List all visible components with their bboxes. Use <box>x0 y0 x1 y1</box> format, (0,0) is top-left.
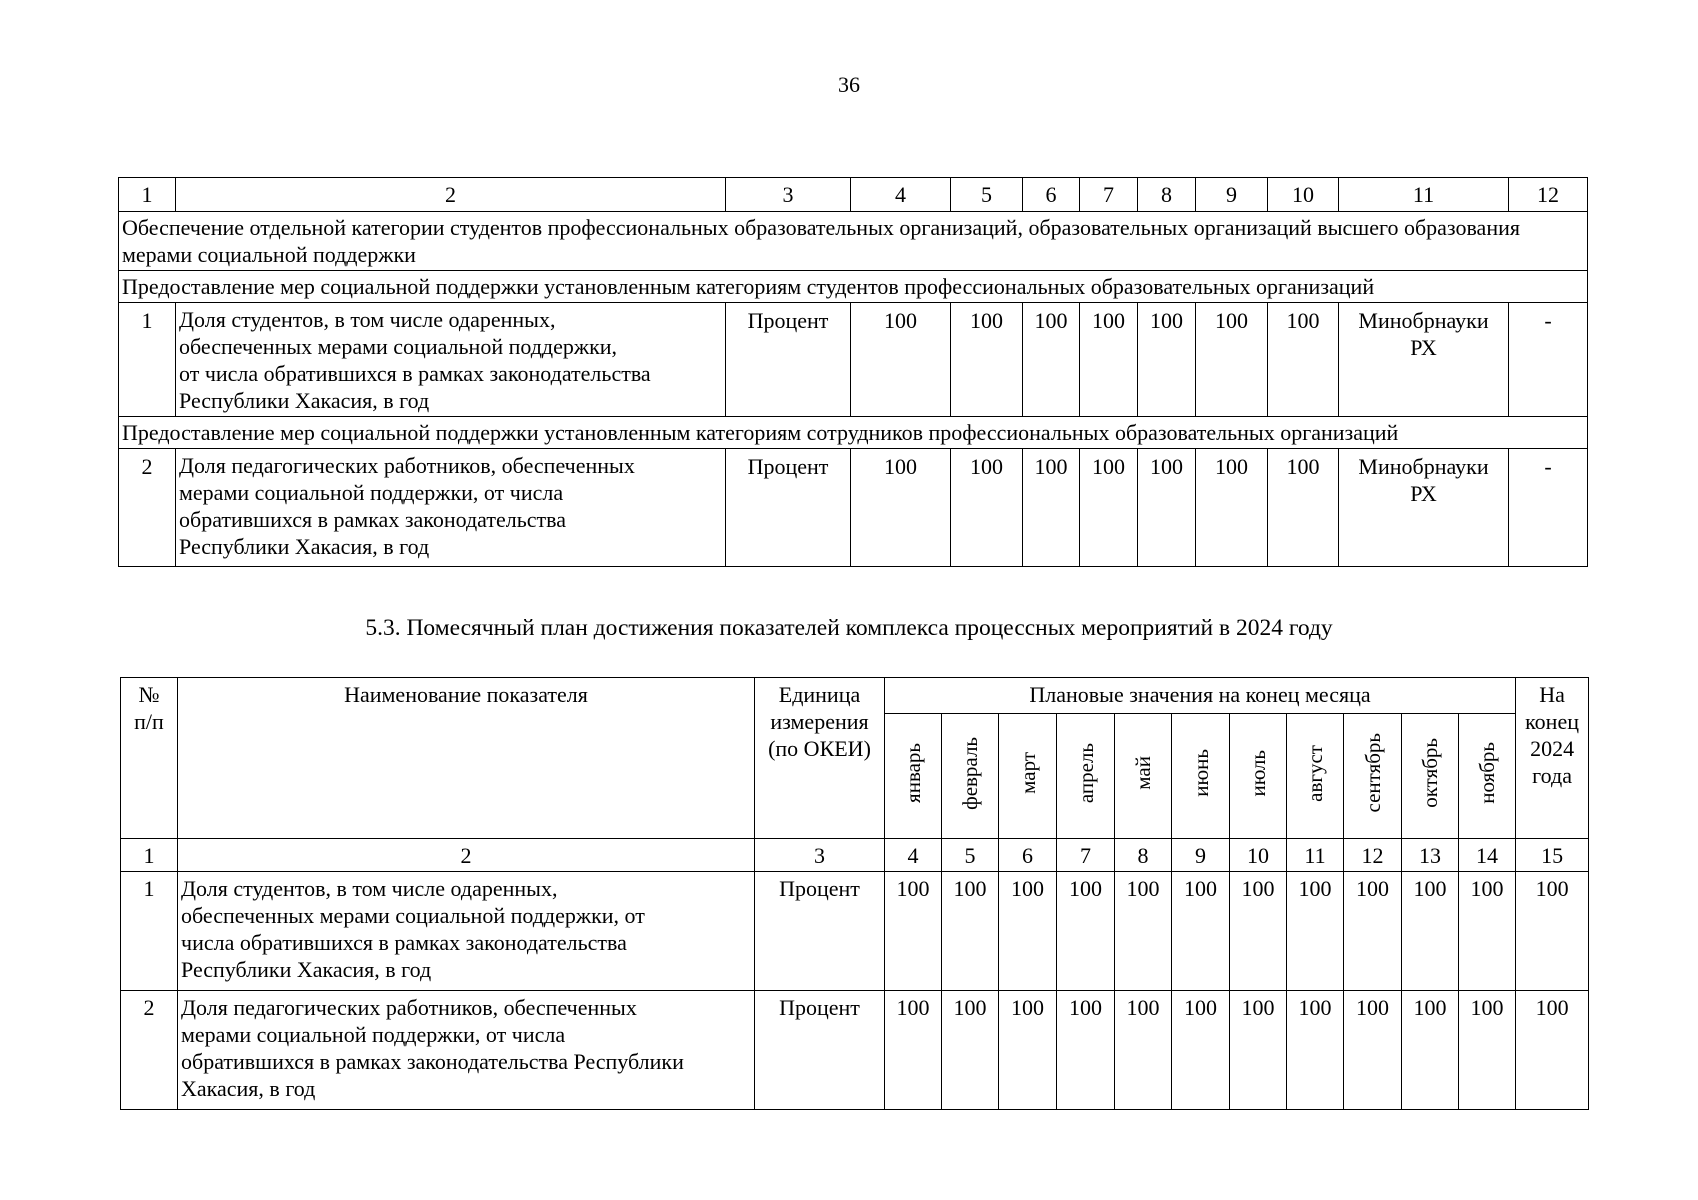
value-cell: 100 <box>1138 303 1196 417</box>
value-cell: 100 <box>1080 303 1138 417</box>
column-number: 10 <box>1268 178 1339 212</box>
indicator-name-line: обратившихся в рамках законодательства Республики <box>181 1049 684 1074</box>
indicator-name-line: числа обратившихся в рамках законодательства <box>181 930 627 955</box>
indicator-name-line: Доля педагогических работников, обеспеченных <box>181 995 637 1020</box>
column-number: 12 <box>1344 839 1402 872</box>
month-header <box>1115 714 1172 839</box>
responsible-line: РХ <box>1410 481 1437 506</box>
value-cell: 100 <box>885 872 942 991</box>
indicator-name-line: обеспеченных мерами социальной поддержки, <box>179 334 618 359</box>
section-heading: 5.3. Помесячный план достижения показателей комплекса процессных мероприятий в 2024 году <box>365 615 1333 641</box>
subsection-row <box>119 271 1588 303</box>
col-year-header-line: 2024 <box>1530 736 1575 761</box>
month-header <box>885 714 942 839</box>
column-number: 8 <box>1115 839 1172 872</box>
indicator-name <box>176 303 726 417</box>
subsection-row <box>119 417 1588 449</box>
page-number: 36 <box>838 72 860 97</box>
value-cell: 100 <box>1230 872 1287 991</box>
subsection-title: Предоставление мер социальной поддержки установленным категориям студентов профессиональных образовательных организаций <box>119 271 1588 303</box>
month-label: октябрь <box>1418 738 1442 808</box>
value-cell: 100 <box>1057 991 1115 1110</box>
col-unit-header-line: (по ОКЕИ) <box>768 736 871 761</box>
indicator-name <box>176 449 726 567</box>
month-header <box>999 714 1057 839</box>
column-numbering-row <box>119 178 1588 212</box>
month-header <box>1402 714 1459 839</box>
column-number: 11 <box>1339 178 1509 212</box>
value-cell: 100 <box>942 991 999 1110</box>
unit: Процент <box>726 303 851 417</box>
column-number: 3 <box>726 178 851 212</box>
value-cell: 100 <box>951 303 1023 417</box>
table-row <box>121 872 1589 991</box>
month-label: август <box>1303 744 1327 802</box>
value-cell: 100 <box>1402 991 1459 1110</box>
indicator-name-line: от числа обратившихся в рамках законодательства <box>179 361 651 386</box>
value-cell: 100 <box>1172 991 1230 1110</box>
month-label: июль <box>1246 749 1270 797</box>
month-label: февраль <box>958 736 982 810</box>
col-unit-header-line: Единица <box>778 682 861 707</box>
column-number: 4 <box>885 839 942 872</box>
col-year-header-line: конец <box>1525 709 1579 734</box>
table-row <box>121 991 1589 1110</box>
value-cell: 100 <box>1080 449 1138 567</box>
column-number: 10 <box>1230 839 1287 872</box>
indicator-name-line: обеспеченных мерами социальной поддержки, от <box>181 903 645 928</box>
value-cell: 100 <box>1287 991 1344 1110</box>
responsible-line: Минобрнауки <box>1358 308 1489 333</box>
month-label: январь <box>901 743 925 803</box>
indicator-name-line: обратившихся в рамках законодательства <box>179 507 567 532</box>
value-cell: 100 <box>885 991 942 1110</box>
unit: Процент <box>726 449 851 567</box>
column-number: 15 <box>1516 839 1589 872</box>
column-number: 5 <box>942 839 999 872</box>
col-year-header-line: года <box>1532 763 1572 788</box>
column-number: 13 <box>1402 839 1459 872</box>
value-cell: 100 <box>1115 872 1172 991</box>
value-cell: 100 <box>1023 449 1080 567</box>
month-header <box>1344 714 1402 839</box>
value-cell: 100 <box>1023 303 1080 417</box>
month-header <box>1172 714 1230 839</box>
year-end-value: 100 <box>1516 991 1589 1110</box>
indicator-name-line: мерами социальной поддержки, от числа <box>179 480 564 505</box>
col-num-header-line: № <box>138 682 160 707</box>
header-row <box>121 678 1589 714</box>
row-number: 1 <box>119 303 176 417</box>
column-number: 4 <box>851 178 951 212</box>
value-cell: 100 <box>1344 872 1402 991</box>
column-number: 5 <box>951 178 1023 212</box>
column-number: 8 <box>1138 178 1196 212</box>
indicator-name-line: Доля студентов, в том числе одаренных, <box>181 876 558 901</box>
plan-values-header: Плановые значения на конец месяца <box>885 678 1516 714</box>
column-number: 2 <box>178 839 755 872</box>
col-unit-header <box>755 678 885 839</box>
indicator-name <box>178 872 755 991</box>
month-label: сентябрь <box>1360 733 1385 813</box>
value-cell: 100 <box>1459 991 1516 1110</box>
indicator-name-line: Республики Хакасия, в год <box>181 957 432 982</box>
col-unit-header-line: измерения <box>770 709 869 734</box>
value-cell: 100 <box>1344 991 1402 1110</box>
value-cell: 100 <box>1115 991 1172 1110</box>
column-number: 3 <box>755 839 885 872</box>
value-cell: 100 <box>1268 449 1339 567</box>
value-cell: 100 <box>1287 872 1344 991</box>
month-header <box>942 714 999 839</box>
section-row <box>119 212 1588 271</box>
value-cell: 100 <box>851 303 951 417</box>
column-number: 7 <box>1080 178 1138 212</box>
value-cell: 100 <box>951 449 1023 567</box>
indicator-name-line: Республики Хакасия, в год <box>179 534 430 559</box>
value-cell: 100 <box>1230 991 1287 1110</box>
column-number: 11 <box>1287 839 1344 872</box>
value-cell: 100 <box>999 872 1057 991</box>
unit: Процент <box>755 872 885 991</box>
month-label: апрель <box>1073 742 1098 804</box>
month-header <box>1287 714 1344 839</box>
responsible-line: РХ <box>1410 335 1437 360</box>
responsible-line: Минобрнауки <box>1358 454 1489 479</box>
value-cell: 100 <box>1057 872 1115 991</box>
value-cell: 100 <box>1196 449 1268 567</box>
col-year-header-line: На <box>1539 682 1565 707</box>
indicator-name-line: мерами социальной поддержки, от числа <box>181 1022 566 1047</box>
month-label: май <box>1131 756 1155 790</box>
value-cell: 100 <box>1196 303 1268 417</box>
indicator-name-line: Доля педагогических работников, обеспеченных <box>179 453 635 478</box>
column-number: 9 <box>1172 839 1230 872</box>
value-cell: 100 <box>851 449 951 567</box>
responsible <box>1339 449 1509 567</box>
col-num-header <box>121 678 178 839</box>
subsection-title: Предоставление мер социальной поддержки установленным категориям сотрудников профессиональных образовательных организаций <box>119 417 1588 449</box>
column-number: 1 <box>121 839 178 872</box>
unit: Процент <box>755 991 885 1110</box>
month-header <box>1459 714 1516 839</box>
value-cell: 100 <box>1138 449 1196 567</box>
indicator-name-line: Хакасия, в год <box>181 1076 316 1101</box>
column-number: 2 <box>176 178 726 212</box>
table-row <box>119 449 1588 567</box>
column-number: 6 <box>1023 178 1080 212</box>
indicator-name <box>178 991 755 1110</box>
column-number: 6 <box>999 839 1057 872</box>
table-row <box>119 303 1588 417</box>
indicators-table <box>118 177 1588 567</box>
value-cell: 100 <box>942 872 999 991</box>
column-number: 14 <box>1459 839 1516 872</box>
month-header <box>1057 714 1115 839</box>
row-number: 2 <box>121 991 178 1110</box>
monthly-plan-table <box>120 677 1589 1110</box>
month-label: март <box>1015 752 1040 794</box>
month-label: июнь <box>1188 749 1213 797</box>
responsible <box>1339 303 1509 417</box>
value-cell: 100 <box>999 991 1057 1110</box>
col-name-header: Наименование показателя <box>178 678 755 839</box>
col-num-header-line: п/п <box>134 709 164 734</box>
row-number: 1 <box>121 872 178 991</box>
month-header <box>1230 714 1287 839</box>
section-title: Обеспечение отдельной категории студентов профессиональных образовательных организаций, образовательных организаций высшего образования мерами социальной поддержки <box>119 212 1588 271</box>
col12-cell: - <box>1509 449 1588 567</box>
col12-cell: - <box>1509 303 1588 417</box>
value-cell: 100 <box>1172 872 1230 991</box>
year-end-value: 100 <box>1516 872 1589 991</box>
column-number: 7 <box>1057 839 1115 872</box>
indicator-name-line: Доля студентов, в том числе одаренных, <box>179 307 556 332</box>
row-number: 2 <box>119 449 176 567</box>
month-label: ноябрь <box>1475 742 1500 804</box>
value-cell: 100 <box>1459 872 1516 991</box>
col-year-header <box>1516 678 1589 839</box>
column-number: 9 <box>1196 178 1268 212</box>
column-number: 1 <box>119 178 176 212</box>
column-number: 12 <box>1509 178 1588 212</box>
value-cell: 100 <box>1402 872 1459 991</box>
column-numbering-row <box>121 839 1589 872</box>
indicator-name-line: Республики Хакасия, в год <box>179 388 430 413</box>
value-cell: 100 <box>1268 303 1339 417</box>
